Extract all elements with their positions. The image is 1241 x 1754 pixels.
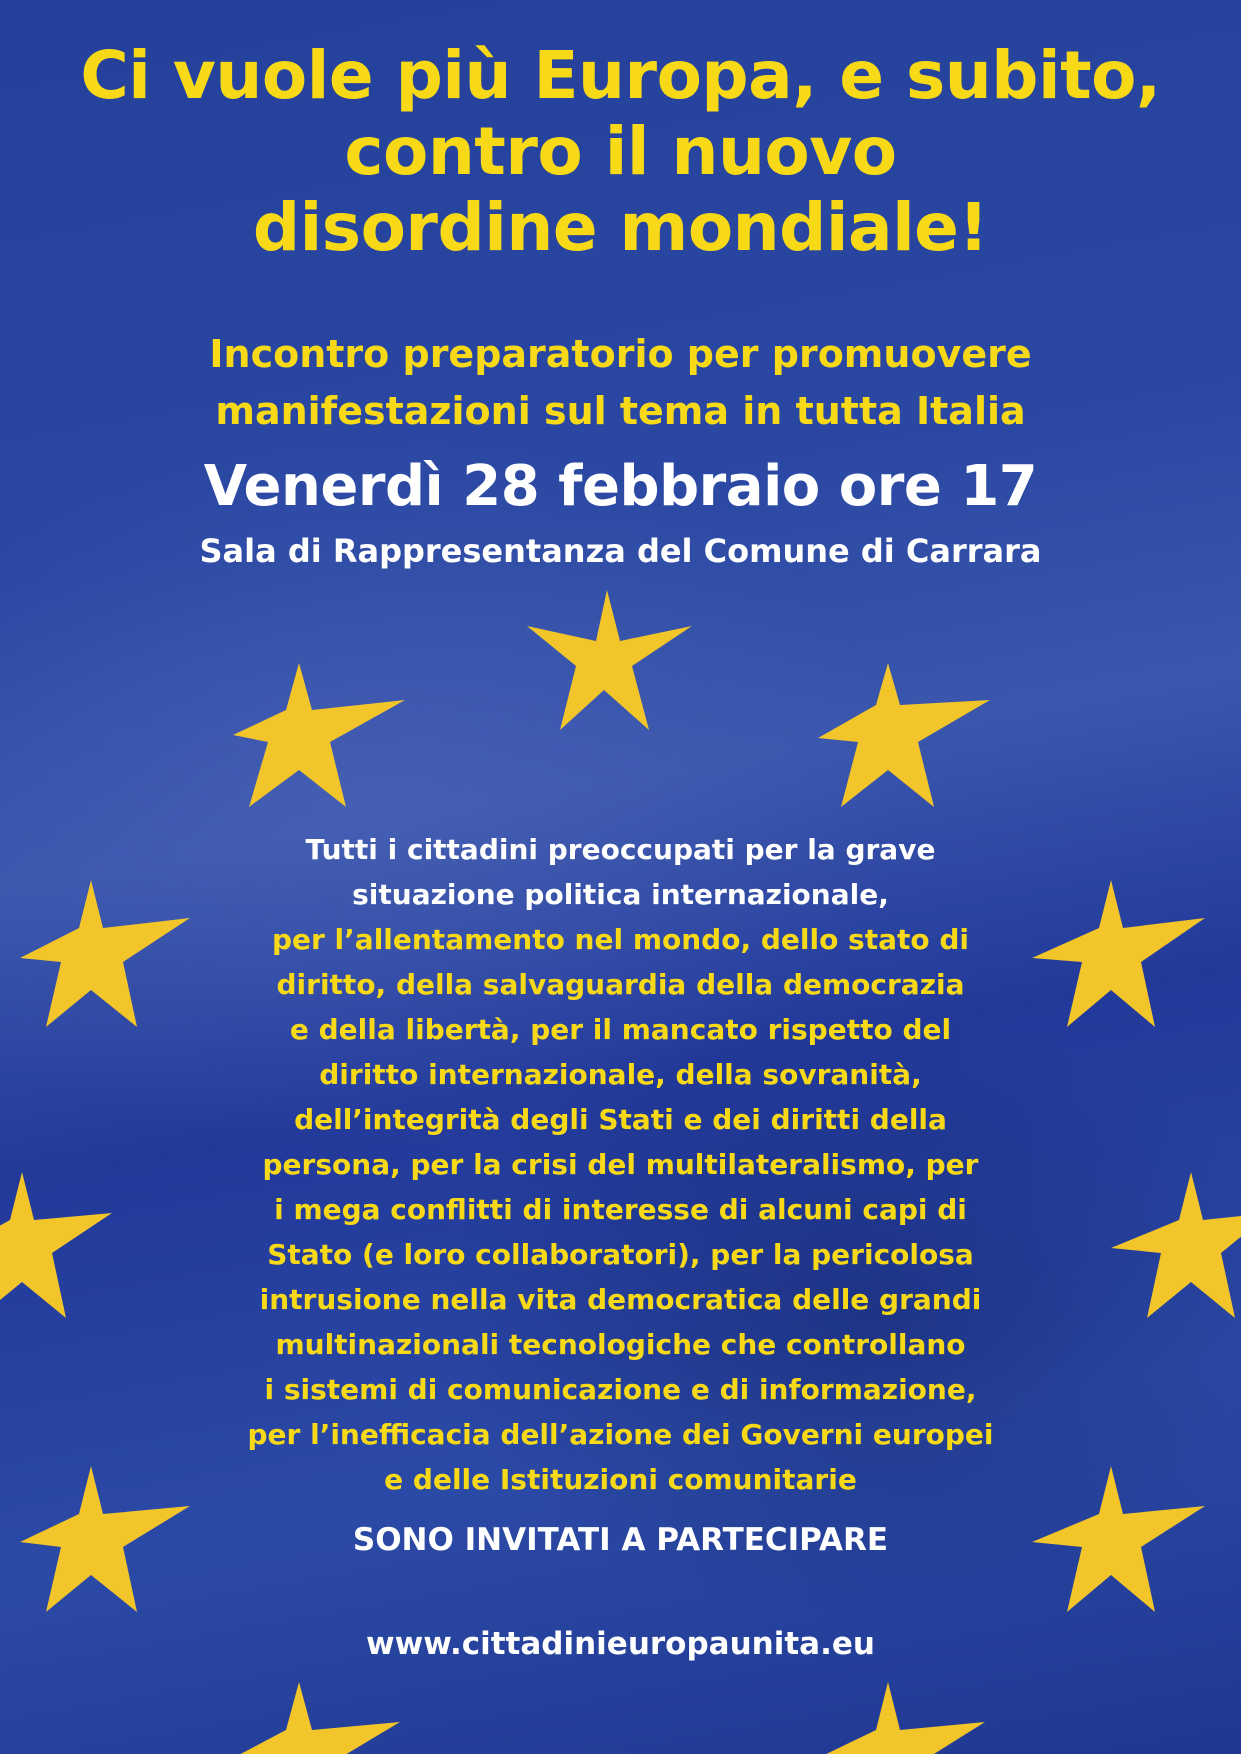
title-line: Ci vuole più Europa, e subito, bbox=[80, 37, 1161, 114]
body-line: multinazionali tecnologiche che controllano bbox=[275, 1328, 966, 1361]
subtitle-line: manifestazioni sul tema in tutta Italia bbox=[215, 389, 1026, 433]
body-line: persona, per la crisi del multilateralismo, per bbox=[262, 1148, 979, 1181]
body-line: e delle Istituzioni comunitarie bbox=[384, 1463, 857, 1496]
poster-title bbox=[0, 38, 1241, 266]
event-date: Venerdì 28 febbraio ore 17 bbox=[203, 454, 1038, 519]
invite-callout: SONO INVITATI A PARTECIPARE bbox=[352, 1522, 889, 1558]
title-line: disordine mondiale! bbox=[252, 189, 989, 266]
poster-subtitle bbox=[0, 326, 1241, 440]
subtitle-line: Incontro preparatorio per promuovere bbox=[209, 332, 1032, 376]
invitation-body bbox=[0, 827, 1241, 1502]
body-line: i mega conflitti di interesse di alcuni capi di bbox=[274, 1193, 967, 1226]
event-venue: Sala di Rappresentanza del Comune di Carrara bbox=[199, 532, 1042, 570]
body-line: per l’inefficacia dell’azione dei Governi europei bbox=[247, 1418, 994, 1451]
eu-flag-star-icon bbox=[233, 1682, 400, 1754]
body-line: intrusione nella vita democratica delle grandi bbox=[259, 1283, 982, 1316]
body-line: i sistemi di comunicazione e di informazione, bbox=[264, 1373, 977, 1406]
body-line: per l’allentamento nel mondo, dello stato di bbox=[271, 923, 970, 956]
eu-flag-star-icon bbox=[233, 663, 405, 807]
eu-flag-star-icon bbox=[527, 590, 692, 730]
website-link[interactable]: www.cittadinieuropaunita.eu bbox=[366, 1626, 875, 1662]
body-line: Stato (e loro collaboratori), per la pericolosa bbox=[267, 1238, 974, 1271]
eu-flag-star-icon bbox=[818, 1682, 985, 1754]
body-line: diritto internazionale, della sovranità, bbox=[319, 1058, 922, 1091]
body-line: Tutti i cittadini preoccupati per la grave bbox=[305, 833, 936, 866]
body-line: e della libertà, per il mancato rispetto del bbox=[289, 1013, 952, 1046]
title-line: contro il nuovo bbox=[344, 113, 897, 190]
body-line: situazione politica internazionale, bbox=[352, 878, 889, 911]
body-line: dell’integrità degli Stati e dei diritti della bbox=[294, 1103, 947, 1136]
body-line: diritto, della salvaguardia della democrazia bbox=[276, 968, 965, 1001]
eu-flag-star-icon bbox=[818, 663, 990, 807]
